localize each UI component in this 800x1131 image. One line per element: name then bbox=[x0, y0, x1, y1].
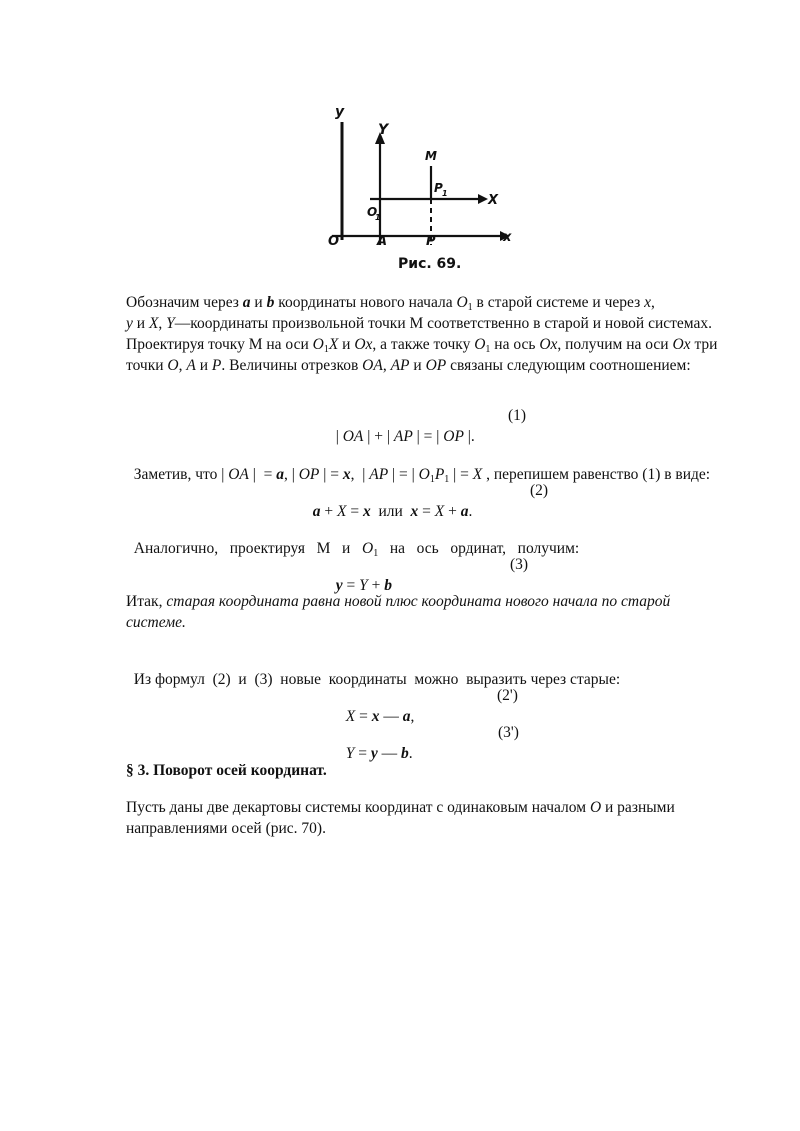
equation-2: a + X = x или x = X + a. bbox=[312, 503, 473, 520]
equation-2-number: (2) bbox=[530, 482, 549, 499]
paragraph-rotation: Пусть даны две декартовы системы координат с одинаковым началом O и разными направлениями осей (рис. 70). bbox=[126, 799, 675, 837]
paragraph-formulas: Из формул (2) и (3) новые координаты можно выразить через старые: bbox=[133, 671, 621, 688]
paragraph-conclusion: Итак, старая координата равна новой плюс координата нового начала по старой системе. bbox=[126, 593, 671, 631]
label-A: A bbox=[377, 234, 388, 249]
equation-2-prime: X = x — a, bbox=[345, 708, 415, 725]
new-x-axis-arrow bbox=[478, 194, 488, 204]
equation-3-prime: Y = y — b. bbox=[345, 745, 413, 762]
label-M: M bbox=[425, 149, 437, 163]
paragraph-substitution: Заметив, что | OA | = a, | OP | = x, | AP | = | $O_1P_1$ | = X , перепишем равенство (1) в виде: bbox=[133, 466, 711, 485]
label-x: x bbox=[503, 230, 512, 245]
label-Y: Y bbox=[378, 122, 389, 138]
equation-1-number: (1) bbox=[508, 407, 527, 424]
label-O1-sub: 1 bbox=[375, 213, 381, 222]
equation-3-prime-number: (3') bbox=[498, 724, 519, 741]
equation-3: y = Y + b bbox=[335, 577, 393, 594]
label-O1: O bbox=[367, 205, 378, 219]
paragraph-analogous: Аналогично, проектируя М и $O_1$ на ось ординат, получим: bbox=[133, 540, 580, 559]
label-X: X bbox=[488, 193, 499, 208]
label-P: P bbox=[426, 234, 436, 249]
equation-3-number: (3) bbox=[510, 556, 529, 573]
figure-69 bbox=[320, 100, 520, 275]
section-heading: § 3. Поворот осей координат. bbox=[126, 762, 327, 779]
figure-caption: Рис. 69. bbox=[398, 256, 462, 272]
label-P1: P bbox=[434, 181, 443, 195]
equation-2-prime-number: (2') bbox=[497, 687, 518, 704]
equation-1: | OA | + | AP | = | OP |. bbox=[335, 428, 475, 445]
label-y: y bbox=[335, 104, 345, 120]
paragraph-intro: Обозначим через a и b координаты нового начала $O_1$ в старой системе и через x, y и X, Y—координаты произвольной точки М соответственно в старой и новой системах. Проектируя точку М на оси $O_1X$ и Ox, а также точку $O_1$ на ось Ox, получим на оси Ox три точки O, A и P. Величины отрезков OA, AP и OP связаны следующим соотношением: bbox=[126, 294, 718, 374]
label-O: O bbox=[328, 234, 340, 249]
label-P1-sub: 1 bbox=[442, 189, 448, 198]
